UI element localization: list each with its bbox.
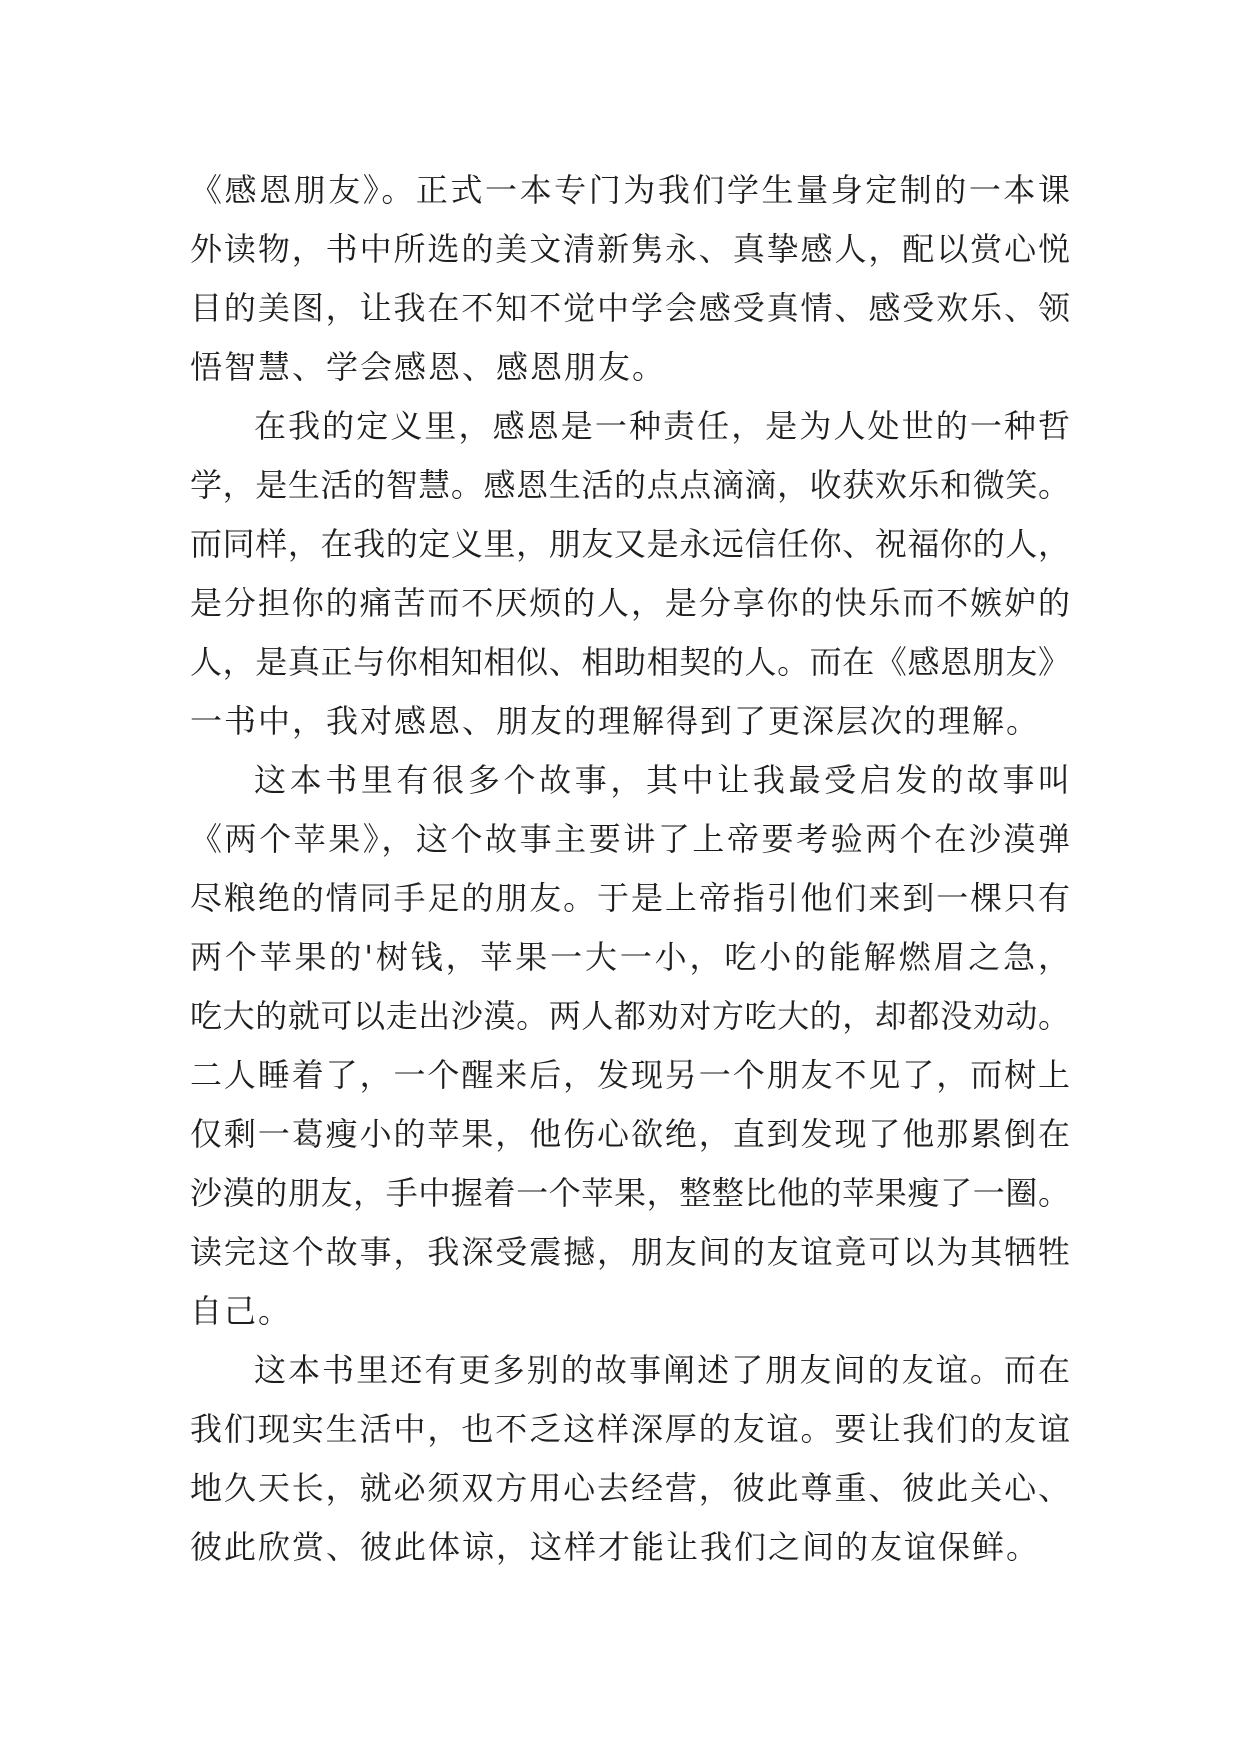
text-line: 《感恩朋友》。正式一本专门为我们学生量身定制的一本课 bbox=[190, 171, 1070, 209]
text-line: 两个苹果的'树钱，苹果一大一小，吃小的能解燃眉之急， bbox=[190, 938, 1070, 976]
text-line: 我们现实生活中，也不乏这样深厚的友谊。要让我们的友谊 bbox=[190, 1410, 1070, 1448]
text-line: 学，是生活的智慧。感恩生活的点点滴滴，收获欢乐和微笑。 bbox=[190, 466, 1070, 504]
text-line: 沙漠的朋友，手中握着一个苹果，整整比他的苹果瘦了一圈。 bbox=[190, 1174, 1070, 1212]
text-line: 外读物，书中所选的美文清新隽永、真挚感人，配以赏心悦 bbox=[190, 230, 1070, 268]
paragraph-4 bbox=[190, 1341, 1070, 1577]
paragraph-1 bbox=[190, 161, 1070, 397]
text-line: 在我的定义里，感恩是一种责任，是为人处世的一种哲 bbox=[254, 407, 1070, 445]
text-line: 《两个苹果》，这个故事主要讲了上帝要考验两个在沙漠弹 bbox=[190, 820, 1070, 858]
text-line: 吃大的就可以走出沙漠。两人都劝对方吃大的，却都没劝动。 bbox=[190, 997, 1070, 1035]
text-line: 悟智慧、学会感恩、感恩朋友。 bbox=[190, 348, 667, 386]
text-line: 二人睡着了，一个醒来后，发现另一个朋友不见了，而树上 bbox=[190, 1056, 1070, 1094]
text-line: 自己。 bbox=[190, 1292, 293, 1330]
text-line: 而同样，在我的定义里，朋友又是永远信任你、祝福你的人， bbox=[190, 525, 1070, 563]
text-line: 是分担你的痛苦而不厌烦的人，是分享你的快乐而不嫉妒的 bbox=[190, 584, 1070, 622]
text-line: 尽粮绝的情同手足的朋友。于是上帝指引他们来到一棵只有 bbox=[190, 879, 1070, 917]
text-line: 地久天长，就必须双方用心去经营，彼此尊重、彼此关心、 bbox=[190, 1469, 1070, 1507]
paragraph-3 bbox=[190, 751, 1070, 1341]
text-line: 这本书里有很多个故事，其中让我最受启发的故事叫 bbox=[254, 761, 1070, 799]
text-line: 这本书里还有更多别的故事阐述了朋友间的友谊。而在 bbox=[254, 1351, 1070, 1389]
text-line: 仅剩一葛瘦小的苹果，他伤心欲绝，直到发现了他那累倒在 bbox=[190, 1115, 1070, 1153]
document-body bbox=[190, 161, 1070, 1577]
text-line: 一书中，我对感恩、朋友的理解得到了更深层次的理解。 bbox=[190, 702, 1041, 740]
paragraph-2 bbox=[190, 397, 1070, 751]
text-line: 目的美图，让我在不知不觉中学会感受真情、感受欢乐、领 bbox=[190, 289, 1070, 327]
text-line: 人，是真正与你相知相似、相助相契的人。而在《感恩朋友》 bbox=[190, 643, 1070, 681]
text-line: 彼此欣赏、彼此体谅，这样才能让我们之间的友谊保鲜。 bbox=[190, 1528, 1041, 1566]
text-line: 读完这个故事，我深受震撼，朋友间的友谊竟可以为其牺牲 bbox=[190, 1233, 1070, 1271]
